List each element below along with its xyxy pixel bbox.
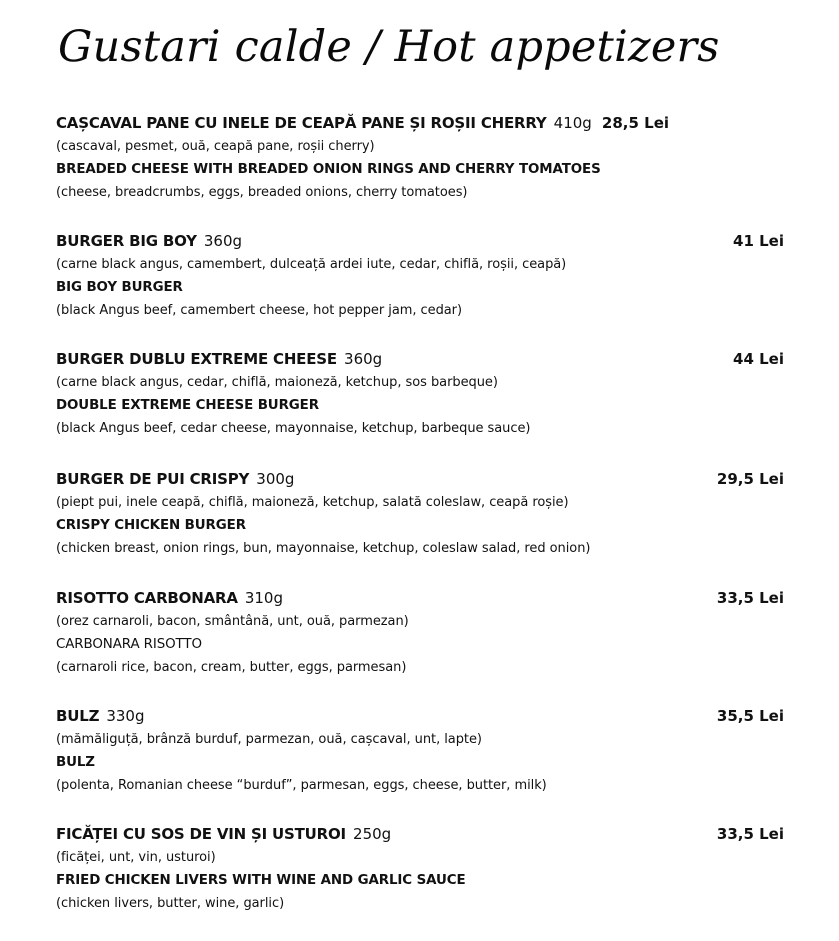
item-price: 33,5 Lei: [716, 589, 784, 607]
item-price: 28,5 Lei: [601, 114, 670, 132]
item-weight: 410g: [553, 114, 592, 132]
item-price: 44 Lei: [733, 350, 784, 368]
item-price: 29,5 Lei: [716, 470, 784, 488]
item-price: 35,5 Lei: [716, 707, 784, 725]
item-name-ro: CAȘCAVAL PANE CU INELE DE CEAPĂ PANE ȘI ROȘII CHERRY: [56, 114, 547, 132]
item-name-en: CARBONARA RISOTTO: [56, 637, 202, 652]
menu-item: [56, 467, 784, 560]
item-name-en: BREADED CHEESE WITH BREADED ONION RINGS AND CHERRY TOMATOES: [56, 162, 601, 177]
item-weight: 300g: [256, 470, 295, 488]
item-ingredients-ro: (ficăței, unt, vin, usturoi): [56, 850, 216, 865]
item-ingredients-ro: (carne black angus, camembert, dulceață ardei iute, cedar, chiflă, roșii, ceapă): [56, 257, 567, 272]
item-ingredients-en: (black Angus beef, camembert cheese, hot pepper jam, cedar): [56, 303, 462, 318]
item-weight: 360g: [344, 350, 383, 368]
menu-item: [56, 111, 784, 204]
item-heading: [56, 467, 784, 491]
item-name-en: CRISPY CHICKEN BURGER: [56, 518, 246, 533]
item-weight: 250g: [353, 825, 392, 843]
item-ingredients-en: (cheese, breadcrumbs, eggs, breaded onions, cherry tomatoes): [56, 185, 468, 200]
item-name-en: FRIED CHICKEN LIVERS WITH WINE AND GARLIC SAUCE: [56, 873, 466, 888]
item-ingredients-ro: (piept pui, inele ceapă, chiflă, maioneză, ketchup, salată coleslaw, ceapă roșie): [56, 495, 569, 510]
item-ingredients-en: (polenta, Romanian cheese “burduf”, parmesan, eggs, cheese, butter, milk): [56, 778, 547, 793]
menu-item: [56, 586, 784, 679]
item-name-ro: FICĂȚEI CU SOS DE VIN ȘI USTUROI: [56, 825, 346, 843]
item-weight: 310g: [244, 589, 283, 607]
item-ingredients-en: (carnaroli rice, bacon, cream, butter, eggs, parmesan): [56, 660, 407, 675]
item-name-ro: BURGER BIG BOY: [56, 232, 197, 250]
item-name-ro: BULZ: [56, 707, 100, 725]
item-ingredients-en: (chicken livers, butter, wine, garlic): [56, 896, 285, 911]
item-ingredients-ro: (carne black angus, cedar, chiflă, maioneză, ketchup, sos barbeque): [56, 375, 498, 390]
item-heading: [56, 822, 784, 846]
menu-item: [56, 347, 784, 440]
item-name-ro: BURGER DUBLU EXTREME CHEESE: [56, 350, 337, 368]
item-price: 41 Lei: [733, 232, 784, 250]
item-heading: [56, 704, 784, 728]
item-ingredients-en: (black Angus beef, cedar cheese, mayonnaise, ketchup, barbeque sauce): [56, 421, 531, 436]
page-title: Gustari calde / Hot appetizers: [58, 22, 720, 72]
item-weight: 360g: [203, 232, 243, 250]
item-ingredients-ro: (mămăliguță, brânză burduf, parmezan, ouă, cașcaval, unt, lapte): [56, 732, 482, 747]
item-heading: [56, 586, 784, 610]
item-ingredients-en: (chicken breast, onion rings, bun, mayonnaise, ketchup, coleslaw salad, red onion): [56, 541, 591, 556]
item-ingredients-ro: (orez carnaroli, bacon, smântână, unt, ouă, parmezan): [56, 614, 409, 629]
item-ingredients-ro: (cascaval, pesmet, ouă, ceapă pane, roșii cherry): [56, 139, 375, 154]
item-name-en: DOUBLE EXTREME CHEESE BURGER: [56, 398, 319, 413]
menu-item: [56, 704, 784, 797]
menu-item: [56, 229, 784, 322]
item-heading: [56, 347, 784, 371]
item-heading: [56, 111, 784, 135]
item-price: 33,5 Lei: [716, 825, 784, 843]
item-name-ro: BURGER DE PUI CRISPY: [56, 470, 250, 488]
item-name-en: BIG BOY BURGER: [56, 280, 183, 295]
item-heading: [56, 229, 784, 253]
item-name-en: BULZ: [56, 755, 95, 770]
item-name-ro: RISOTTO CARBONARA: [56, 589, 238, 607]
item-weight: 330g: [106, 707, 145, 725]
menu-item: [56, 822, 784, 915]
